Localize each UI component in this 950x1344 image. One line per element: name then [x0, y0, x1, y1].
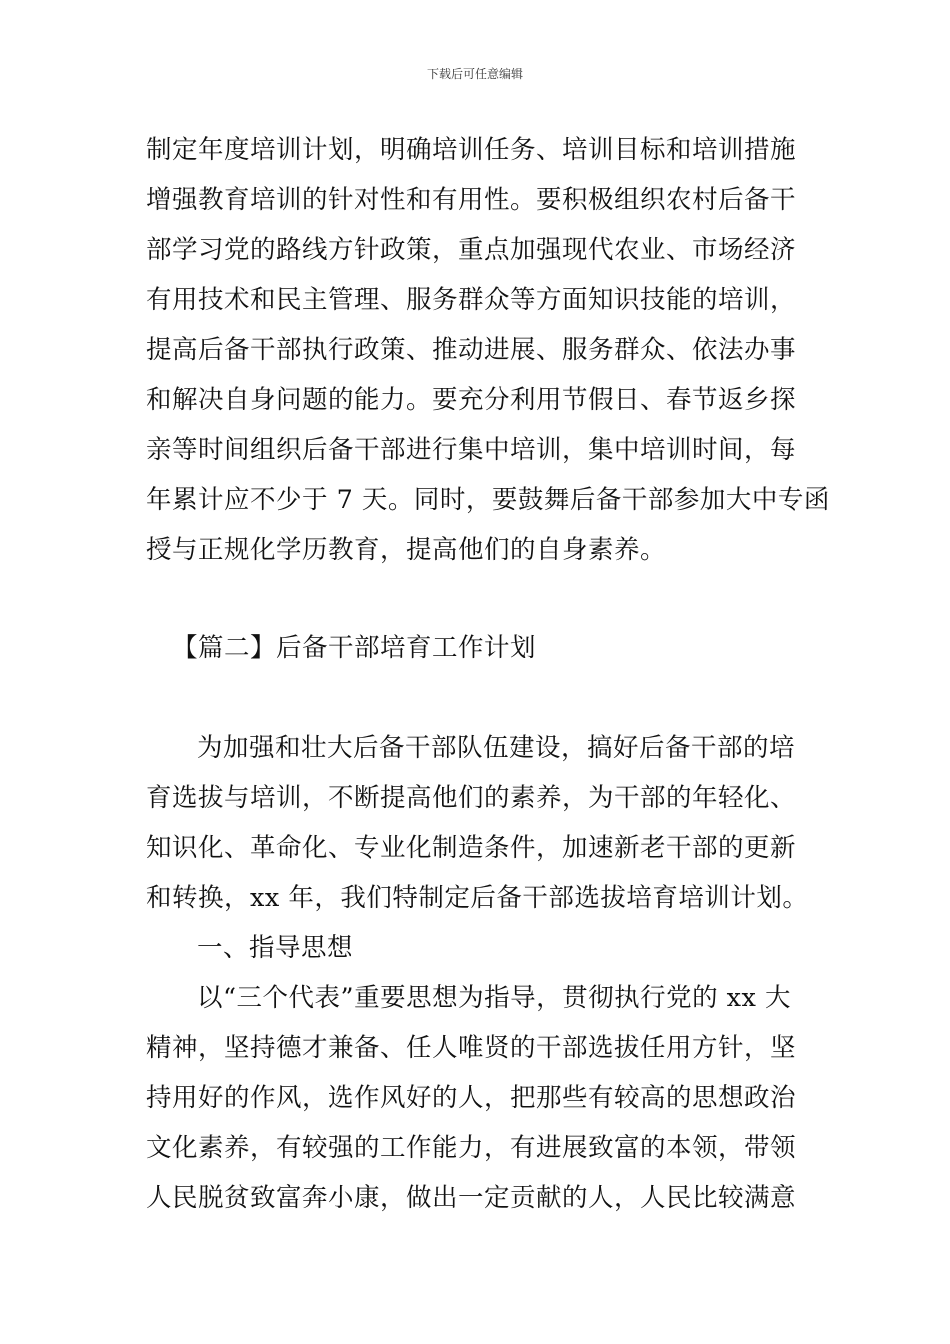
text-line: 育选拔与培训，不断提高他们的素养，为干部的年轻化、 — [146, 783, 797, 813]
text-line: 提高后备干部执行政策、推动进展、服务群众、依法办事 — [146, 335, 797, 365]
text-line: 有用技术和民主管理、服务群众等方面知识技能的培训， — [146, 285, 797, 315]
text-line: 以“三个代表”重要思想为指导，贯彻执行党的 xx 大 — [197, 983, 792, 1013]
text-line: 知识化、革命化、专业化制造条件，加速新老干部的更新 — [146, 833, 797, 863]
text-line: 制定年度培训计划，明确培训任务、培训目标和培训措施 — [146, 135, 797, 165]
text-line: 增强教育培训的针对性和有用性。要积极组织农村后备干 — [146, 185, 797, 215]
text-line: 和转换，xx 年，我们特制定后备干部选拔培育培训计划。 — [146, 883, 809, 913]
text-line: 部学习党的路线方针政策，重点加强现代农业、市场经济 — [146, 235, 797, 265]
text-line: 人民脱贫致富奔小康，做出一定贡献的人，人民比较满意 — [146, 1183, 797, 1213]
heading-guiding-thought: 一、指导思想 — [197, 933, 354, 963]
text-line: 精神，坚持德才兼备、任人唯贤的干部选拔任用方针，坚 — [146, 1033, 797, 1063]
text-line: 授与正规化学历教育，提高他们的自身素养。 — [146, 535, 667, 565]
text-line: 年累计应不少于 7 天。同时，要鼓舞后备干部参加大中专函 — [146, 485, 830, 515]
text-line: 文化素养，有较强的工作能力，有进展致富的本领，带领 — [146, 1133, 797, 1163]
text-line: 持用好的作风，选作风好的人，把那些有较高的思想政治 — [146, 1083, 797, 1113]
section-title: 【篇二】后备干部培育工作计划 — [172, 633, 537, 663]
text-line: 为加强和壮大后备干部队伍建设，搞好后备干部的培 — [197, 733, 796, 763]
text-line: 亲等时间组织后备干部进行集中培训，集中培训时间，每 — [146, 435, 797, 465]
text-line: 和解决自身问题的能力。要充分利用节假日、春节返乡探 — [146, 385, 797, 415]
page-header: 下载后可任意编辑 — [426, 67, 523, 81]
